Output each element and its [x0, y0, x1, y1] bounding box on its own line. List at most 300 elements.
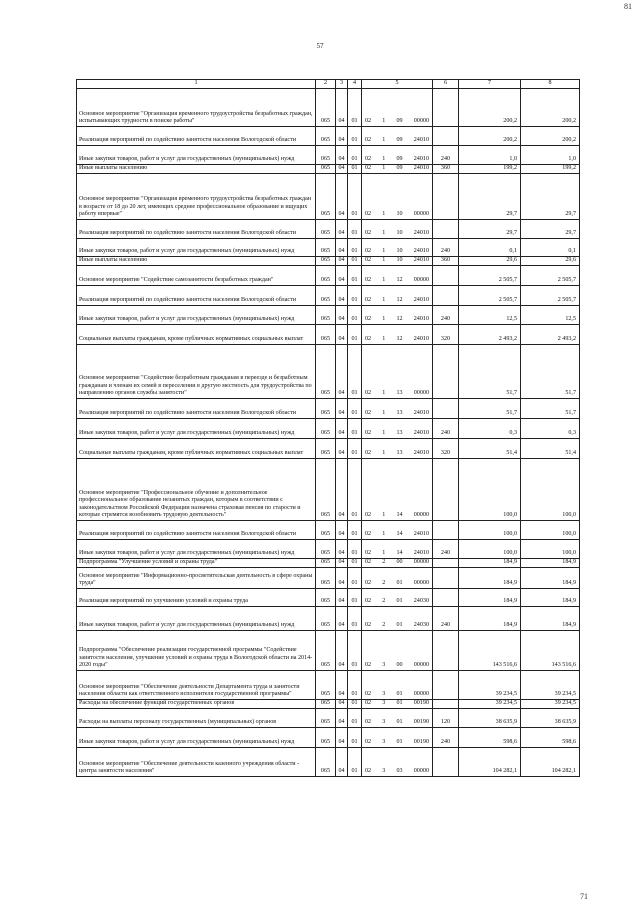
ministry-code: 065 [316, 266, 336, 286]
code-part: 02 [365, 598, 372, 605]
amount-cell: 184,9 [459, 559, 521, 568]
header-cell: 2 [316, 80, 336, 89]
row-name: Реализация мероприятий по содействию занятости населения Вологодской области [77, 286, 316, 306]
section-code: 04 [336, 419, 348, 439]
expense-type-code [433, 589, 459, 607]
code-part: 00000 [413, 768, 429, 775]
target-article-code [362, 540, 433, 559]
amount-cell: 200,2 [459, 127, 521, 146]
amount-cell: 2 505,7 [521, 266, 580, 286]
table-row [77, 127, 580, 146]
section-code: 04 [336, 559, 348, 568]
row-name: Иные закупки товаров, работ и услуг для государственных (муниципальных) нужд [77, 146, 316, 165]
target-article-code [362, 146, 433, 165]
row-name: Реализация мероприятий по содействию занятости населения Вологодской области [77, 127, 316, 146]
expense-type-code: 240 [433, 419, 459, 439]
amount-cell: 29,7 [459, 174, 521, 220]
code-part: 1 [382, 277, 386, 284]
target-article-code [362, 568, 433, 589]
code-part: 02 [365, 165, 372, 172]
code-part: 02 [365, 580, 372, 587]
code-part: 2 [382, 559, 386, 566]
section-code: 04 [336, 748, 348, 777]
target-article-code [362, 709, 433, 728]
code-part: 13 [396, 450, 403, 457]
subsection-code: 01 [348, 174, 362, 220]
expense-type-code [433, 286, 459, 306]
code-part: 09 [396, 156, 403, 163]
row-name: Основное мероприятие "Обеспечение деятельности казенного учреждения области - центра занятости населения" [77, 748, 316, 777]
section-code: 04 [336, 239, 348, 257]
table-row [77, 239, 580, 257]
code-part: 00000 [413, 512, 429, 519]
ministry-code: 065 [316, 559, 336, 568]
code-part: 02 [365, 512, 372, 519]
code-part: 1 [382, 137, 386, 144]
code-part: 01 [396, 622, 403, 629]
section-code: 04 [336, 306, 348, 325]
amount-cell: 200,2 [521, 127, 580, 146]
code-part: 24010 [413, 297, 429, 304]
section-code: 04 [336, 568, 348, 589]
subsection-code: 01 [348, 589, 362, 607]
target-article-code [362, 439, 433, 459]
amount-cell: 2 505,7 [459, 286, 521, 306]
table-row [77, 521, 580, 540]
section-code: 04 [336, 631, 348, 671]
page-number: 57 [316, 42, 324, 50]
row-name: Реализация мероприятий по содействию занятости населения Вологодской области [77, 220, 316, 239]
subsection-code: 01 [348, 631, 362, 671]
code-part: 02 [365, 739, 372, 746]
ministry-code: 065 [316, 700, 336, 709]
subsection-code: 01 [348, 89, 362, 127]
corner-mark-bottom: 71 [580, 892, 588, 901]
ministry-code: 065 [316, 607, 336, 631]
code-part: 24010 [413, 248, 429, 255]
row-name: Иные закупки товаров, работ и услуг для государственных (муниципальных) нужд [77, 306, 316, 325]
ministry-code: 065 [316, 521, 336, 540]
code-part: 02 [365, 248, 372, 255]
target-article-code [362, 325, 433, 345]
header-cell: 7 [459, 80, 521, 89]
target-article-code [362, 748, 433, 777]
ministry-code: 065 [316, 286, 336, 306]
code-part: 00000 [413, 277, 429, 284]
target-article-code [362, 521, 433, 540]
code-part: 1 [382, 248, 386, 255]
amount-cell: 100,0 [521, 540, 580, 559]
amount-cell: 29,7 [521, 220, 580, 239]
code-part: 02 [365, 559, 372, 566]
subsection-code: 01 [348, 257, 362, 266]
code-part: 24010 [413, 550, 429, 557]
row-name: Иные выплаты населению [77, 257, 316, 266]
table-row [77, 174, 580, 220]
expense-type-code [433, 459, 459, 521]
section-code: 04 [336, 607, 348, 631]
code-part: 3 [382, 662, 386, 669]
code-part: 24010 [413, 165, 429, 172]
section-code: 04 [336, 521, 348, 540]
subsection-code: 01 [348, 700, 362, 709]
subsection-code: 01 [348, 127, 362, 146]
code-part: 02 [365, 118, 372, 125]
row-name: Социальные выплаты гражданам, кроме публичных нормативных социальных выплат [77, 439, 316, 459]
ministry-code: 065 [316, 568, 336, 589]
table-row [77, 728, 580, 748]
target-article-code [362, 239, 433, 257]
subsection-code: 01 [348, 559, 362, 568]
target-article-code [362, 89, 433, 127]
code-part: 1 [382, 165, 386, 172]
code-part: 1 [382, 512, 386, 519]
table-row [77, 607, 580, 631]
amount-cell: 2 493,2 [459, 325, 521, 345]
target-article-code [362, 266, 433, 286]
amount-cell: 0,3 [521, 419, 580, 439]
code-part: 10 [396, 211, 403, 218]
table-row [77, 419, 580, 439]
code-part: 00 [396, 662, 403, 669]
table-row [77, 671, 580, 700]
subsection-code: 01 [348, 459, 362, 521]
code-part: 1 [382, 410, 386, 417]
section-code: 04 [336, 89, 348, 127]
code-part: 00 [396, 559, 403, 566]
section-code: 04 [336, 325, 348, 345]
section-code: 04 [336, 589, 348, 607]
code-part: 00190 [413, 739, 429, 746]
row-name: Расходы на выплаты персоналу государственных (муниципальных) органов [77, 709, 316, 728]
target-article-code [362, 257, 433, 266]
code-part: 00000 [413, 580, 429, 587]
header-cell: 6 [433, 80, 459, 89]
code-part: 02 [365, 257, 372, 264]
amount-cell: 38 635,9 [459, 709, 521, 728]
code-part: 02 [365, 450, 372, 457]
amount-cell: 184,9 [521, 568, 580, 589]
target-article-code [362, 399, 433, 419]
amount-cell: 143 516,6 [521, 631, 580, 671]
row-name: Реализация мероприятий по содействию занятости населения Вологодской области [77, 521, 316, 540]
row-name: Иные выплаты населению [77, 165, 316, 174]
code-part: 24010 [413, 156, 429, 163]
subsection-code: 01 [348, 419, 362, 439]
code-part: 02 [365, 316, 372, 323]
amount-cell: 143 516,6 [459, 631, 521, 671]
code-part: 1 [382, 550, 386, 557]
code-part: 14 [396, 512, 403, 519]
target-article-code [362, 174, 433, 220]
amount-cell: 100,0 [459, 540, 521, 559]
amount-cell: 39 234,5 [459, 700, 521, 709]
target-article-code [362, 700, 433, 709]
row-name: Иные закупки товаров, работ и услуг для государственных (муниципальных) нужд [77, 540, 316, 559]
section-code: 04 [336, 257, 348, 266]
amount-cell: 38 635,9 [521, 709, 580, 728]
ministry-code: 065 [316, 631, 336, 671]
code-part: 02 [365, 336, 372, 343]
code-part: 2 [382, 580, 386, 587]
table-row [77, 257, 580, 266]
expense-type-code: 240 [433, 540, 459, 559]
row-name: Расходы на обеспечение функций государственных органов [77, 700, 316, 709]
section-code: 04 [336, 174, 348, 220]
expense-type-code [433, 559, 459, 568]
target-article-code [362, 306, 433, 325]
target-article-code [362, 345, 433, 399]
header-cell: 5 [362, 80, 433, 89]
code-part: 02 [365, 550, 372, 557]
row-name: Основное мероприятие "Содействие самозанятости безработных граждан" [77, 266, 316, 286]
amount-cell: 184,9 [459, 568, 521, 589]
ministry-code: 065 [316, 325, 336, 345]
expense-type-code [433, 345, 459, 399]
section-code: 04 [336, 127, 348, 146]
code-part: 24010 [413, 257, 429, 264]
amount-cell: 2 505,7 [459, 266, 521, 286]
section-code: 04 [336, 165, 348, 174]
code-part: 01 [396, 739, 403, 746]
amount-cell: 29,6 [459, 257, 521, 266]
section-code: 04 [336, 709, 348, 728]
code-part: 02 [365, 691, 372, 698]
code-part: 1 [382, 230, 386, 237]
amount-cell: 0,1 [459, 239, 521, 257]
code-part: 00000 [413, 211, 429, 218]
ministry-code: 065 [316, 709, 336, 728]
ministry-code: 065 [316, 220, 336, 239]
code-part: 1 [382, 297, 386, 304]
target-article-code [362, 419, 433, 439]
table-row [77, 568, 580, 589]
table-row [77, 165, 580, 174]
subsection-code: 01 [348, 728, 362, 748]
subsection-code: 01 [348, 521, 362, 540]
code-part: 24010 [413, 430, 429, 437]
code-part: 00000 [413, 390, 429, 397]
code-part: 1 [382, 316, 386, 323]
subsection-code: 01 [348, 220, 362, 239]
amount-cell: 184,9 [521, 607, 580, 631]
table-row [77, 540, 580, 559]
header-row [77, 80, 580, 89]
code-part: 12 [396, 277, 403, 284]
amount-cell: 39 234,5 [459, 671, 521, 700]
code-part: 2 [382, 598, 386, 605]
code-part: 02 [365, 700, 372, 707]
code-part: 1 [382, 430, 386, 437]
expense-type-code: 240 [433, 239, 459, 257]
amount-cell: 0,1 [521, 239, 580, 257]
subsection-code: 01 [348, 325, 362, 345]
amount-cell: 184,9 [459, 589, 521, 607]
amount-cell: 51,7 [459, 345, 521, 399]
table-row [77, 589, 580, 607]
ministry-code: 065 [316, 174, 336, 220]
amount-cell: 39 234,5 [521, 671, 580, 700]
amount-cell: 2 493,2 [521, 325, 580, 345]
target-article-code [362, 286, 433, 306]
subsection-code: 01 [348, 671, 362, 700]
expense-type-code: 120 [433, 709, 459, 728]
amount-cell: 1,0 [521, 146, 580, 165]
row-name: Подпрограмма "Улучшение условий и охраны труда" [77, 559, 316, 568]
table-row [77, 439, 580, 459]
row-name: Иные закупки товаров, работ и услуг для государственных (муниципальных) нужд [77, 728, 316, 748]
budget-table [76, 79, 580, 777]
subsection-code: 01 [348, 266, 362, 286]
expense-type-code [433, 89, 459, 127]
ministry-code: 065 [316, 589, 336, 607]
header-cell: 1 [77, 80, 316, 89]
subsection-code: 01 [348, 165, 362, 174]
code-part: 14 [396, 550, 403, 557]
code-part: 1 [382, 211, 386, 218]
expense-type-code [433, 568, 459, 589]
code-part: 3 [382, 691, 386, 698]
subsection-code: 01 [348, 540, 362, 559]
expense-type-code [433, 220, 459, 239]
ministry-code: 065 [316, 239, 336, 257]
target-article-code [362, 607, 433, 631]
ministry-code: 065 [316, 728, 336, 748]
expense-type-code: 320 [433, 325, 459, 345]
code-part: 00190 [413, 700, 429, 707]
target-article-code [362, 728, 433, 748]
amount-cell: 29,7 [459, 220, 521, 239]
amount-cell: 104 282,1 [521, 748, 580, 777]
amount-cell: 0,3 [459, 419, 521, 439]
table-row [77, 700, 580, 709]
table-row [77, 220, 580, 239]
expense-type-code: 360 [433, 257, 459, 266]
amount-cell: 104 282,1 [459, 748, 521, 777]
code-part: 10 [396, 257, 403, 264]
expense-type-code: 360 [433, 165, 459, 174]
row-name: Основное мероприятие "Организация временного трудоустройства безработных граждан в возрасте от 18 до 20 лет, имеющих среднее профессиональное образование и ищущих работу впервые" [77, 174, 316, 220]
expense-type-code [433, 399, 459, 419]
code-part: 01 [396, 691, 403, 698]
subsection-code: 01 [348, 306, 362, 325]
code-part: 24010 [413, 316, 429, 323]
ministry-code: 065 [316, 257, 336, 266]
table-row [77, 345, 580, 399]
expense-type-code: 240 [433, 306, 459, 325]
code-part: 02 [365, 230, 372, 237]
amount-cell: 51,7 [459, 399, 521, 419]
expense-type-code [433, 174, 459, 220]
target-article-code [362, 459, 433, 521]
code-part: 00000 [413, 662, 429, 669]
code-part: 02 [365, 137, 372, 144]
code-part: 09 [396, 118, 403, 125]
code-part: 00000 [413, 559, 429, 566]
code-part: 12 [396, 297, 403, 304]
ministry-code: 065 [316, 419, 336, 439]
expense-type-code [433, 266, 459, 286]
ministry-code: 065 [316, 748, 336, 777]
section-code: 04 [336, 700, 348, 709]
code-part: 03 [396, 768, 403, 775]
amount-cell: 100,0 [521, 459, 580, 521]
row-name: Иные закупки товаров, работ и услуг для государственных (муниципальных) нужд [77, 239, 316, 257]
amount-cell: 184,9 [459, 607, 521, 631]
section-code: 04 [336, 459, 348, 521]
ministry-code: 065 [316, 89, 336, 127]
subsection-code: 01 [348, 748, 362, 777]
row-name: Основное мероприятие "Профессиональное обучение и дополнительное профессиональное образование незанятых граждан, которым в соответствии с законодательством Российской Федерации назначена страховая пенсия по старости и которые стремятся возобновить трудовую деятельность" [77, 459, 316, 521]
amount-cell: 200,2 [459, 89, 521, 127]
row-name: Реализация мероприятий по улучшению условий и охраны труда [77, 589, 316, 607]
amount-cell: 51,4 [521, 439, 580, 459]
amount-cell: 598,6 [459, 728, 521, 748]
section-code: 04 [336, 540, 348, 559]
table-row [77, 325, 580, 345]
code-part: 1 [382, 118, 386, 125]
code-part: 01 [396, 598, 403, 605]
target-article-code [362, 589, 433, 607]
amount-cell: 1,0 [459, 146, 521, 165]
ministry-code: 065 [316, 127, 336, 146]
section-code: 04 [336, 266, 348, 286]
expense-type-code: 320 [433, 439, 459, 459]
amount-cell: 100,0 [459, 459, 521, 521]
code-part: 24010 [413, 450, 429, 457]
amount-cell: 51,7 [521, 399, 580, 419]
code-part: 02 [365, 622, 372, 629]
table-row [77, 748, 580, 777]
ministry-code: 065 [316, 306, 336, 325]
code-part: 02 [365, 430, 372, 437]
code-part: 1 [382, 257, 386, 264]
section-code: 04 [336, 671, 348, 700]
row-name: Основное мероприятие "Информационно-просветительская деятельность в сфере охраны труда" [77, 568, 316, 589]
section-code: 04 [336, 439, 348, 459]
subsection-code: 01 [348, 568, 362, 589]
ministry-code: 065 [316, 165, 336, 174]
section-code: 04 [336, 146, 348, 165]
row-name: Иные закупки товаров, работ и услуг для государственных (муниципальных) нужд [77, 419, 316, 439]
amount-cell: 12,5 [459, 306, 521, 325]
subsection-code: 01 [348, 709, 362, 728]
expense-type-code: 240 [433, 146, 459, 165]
header-cell: 8 [521, 80, 580, 89]
ministry-code: 065 [316, 439, 336, 459]
table-row [77, 286, 580, 306]
code-part: 3 [382, 768, 386, 775]
target-article-code [362, 220, 433, 239]
amount-cell: 29,6 [521, 257, 580, 266]
code-part: 24010 [413, 137, 429, 144]
code-part: 24030 [413, 598, 429, 605]
section-code: 04 [336, 220, 348, 239]
code-part: 01 [396, 719, 403, 726]
table-row [77, 631, 580, 671]
amount-cell: 29,7 [521, 174, 580, 220]
header-cell: 4 [348, 80, 362, 89]
amount-cell: 199,2 [459, 165, 521, 174]
table-row [77, 399, 580, 419]
amount-cell: 51,4 [459, 439, 521, 459]
code-part: 1 [382, 156, 386, 163]
expense-type-code [433, 521, 459, 540]
code-part: 10 [396, 248, 403, 255]
expense-type-code: 240 [433, 607, 459, 631]
amount-cell: 51,7 [521, 345, 580, 399]
amount-cell: 2 505,7 [521, 286, 580, 306]
